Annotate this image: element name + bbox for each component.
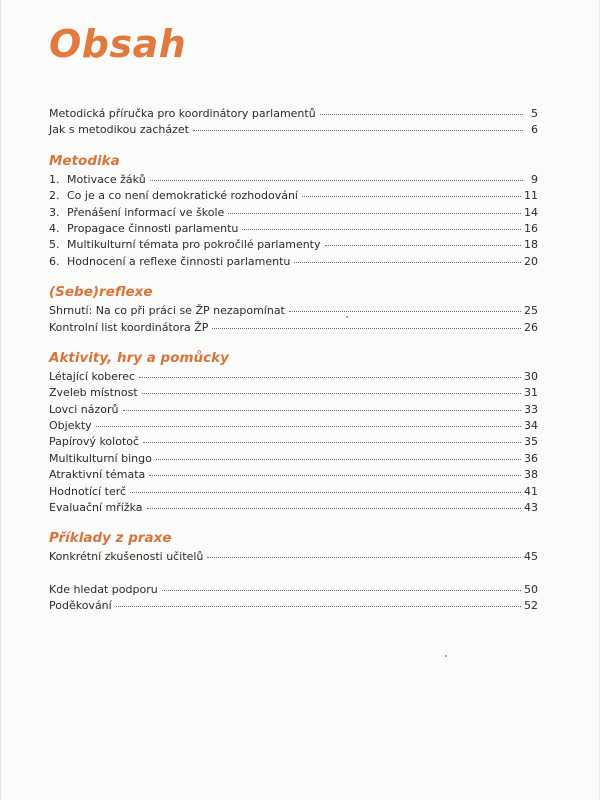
toc-entry-page: 26 — [524, 320, 538, 334]
toc-entry[interactable] — [49, 205, 538, 221]
toc-dot-leader — [130, 492, 521, 493]
toc-entry-page: 52 — [524, 599, 538, 613]
toc-entry-label: Zveleb místnost — [49, 386, 138, 400]
toc-entry[interactable] — [49, 467, 538, 483]
toc-dot-leader — [212, 328, 521, 329]
toc-entry-page: 33 — [524, 402, 538, 416]
toc-entry-page: 30 — [524, 369, 538, 383]
toc-entry-label: Kde hledat podporu — [49, 582, 158, 596]
toc-section-priklady — [49, 528, 538, 565]
toc-dot-leader — [294, 262, 521, 263]
toc-dot-leader — [289, 311, 521, 312]
toc-entry-label: Přenášení informací ve škole — [67, 205, 225, 219]
toc-dot-leader — [207, 557, 521, 558]
toc-entry-page: 41 — [524, 484, 538, 498]
toc-dot-leader — [325, 245, 522, 246]
toc-entry-number: 2. — [49, 189, 60, 203]
toc-entry-label: Propagace činnosti parlamentu — [67, 221, 239, 235]
toc-entry[interactable] — [49, 122, 538, 138]
toc-entry-label: Shrnutí: Na co při práci se ŽP nezapomínat — [49, 304, 285, 318]
toc-entry-page: 25 — [524, 304, 538, 318]
toc-entry[interactable] — [49, 254, 538, 270]
toc-entry[interactable] — [49, 237, 538, 253]
toc-intro-group — [49, 106, 538, 139]
toc-entry-page: 5 — [531, 107, 538, 120]
toc-entry-number: 4. — [49, 221, 60, 235]
toc-entry-label: Jak s metodikou zacházet — [49, 123, 189, 137]
toc-entry-page: 20 — [524, 254, 538, 268]
toc-entry[interactable] — [49, 500, 538, 516]
toc-outro-group — [49, 582, 538, 615]
toc-dot-leader — [302, 196, 521, 197]
toc-entry-page: 34 — [524, 419, 538, 433]
toc-section-metodika — [49, 151, 538, 270]
toc-dot-leader — [139, 377, 521, 378]
toc-entry-page: 9 — [531, 172, 538, 186]
toc-entry-label: Konkrétní zkušenosti učitelů — [49, 550, 204, 564]
toc-entry-page: 31 — [524, 386, 538, 400]
toc-entry[interactable] — [49, 418, 538, 434]
toc-entry[interactable] — [49, 582, 538, 598]
page-title: Obsah — [49, 22, 187, 66]
toc-entry-number: 1. — [49, 172, 60, 186]
toc-entry-page: 16 — [524, 221, 538, 235]
section-heading-metodika: Metodika — [49, 152, 120, 169]
toc-entry[interactable] — [49, 221, 538, 237]
toc-entry-label: Lovci názorů — [49, 402, 119, 416]
toc-dot-leader — [320, 114, 523, 115]
toc-entry-number: 5. — [49, 238, 60, 252]
toc-entry-page: 11 — [524, 189, 538, 203]
toc-entry[interactable] — [49, 172, 538, 188]
toc-dot-leader — [156, 459, 521, 460]
toc-entry-page: 35 — [524, 435, 538, 449]
toc-entry-label: Co je a co není demokratické rozhodování — [67, 189, 298, 203]
toc-dot-leader — [142, 393, 521, 394]
toc-dot-leader — [242, 229, 521, 230]
toc-dot-leader — [150, 180, 523, 181]
toc-entry-label: Kontrolní list koordinátora ŽP — [49, 320, 209, 334]
toc-entry-page: 45 — [524, 550, 538, 564]
toc-entry-label: Multikulturní bingo — [49, 451, 152, 465]
toc-entry-label: Objekty — [49, 419, 92, 433]
toc-dot-leader — [123, 410, 522, 411]
toc-dot-leader — [162, 590, 521, 591]
toc-dot-leader — [116, 606, 521, 607]
toc-section-sebereflexe — [49, 282, 538, 336]
toc-entry-label: Evaluační mřížka — [49, 501, 143, 515]
toc-dot-leader — [143, 442, 521, 443]
toc-entry-page: 6 — [531, 123, 538, 137]
toc-entry[interactable] — [49, 385, 538, 401]
toc-entry-label: Létající koberec — [49, 369, 136, 383]
scan-speck — [445, 655, 447, 657]
toc-entry-page: 38 — [524, 468, 538, 482]
toc-entry-label: Motivace žáků — [67, 172, 146, 186]
toc-entry-number: 3. — [49, 205, 60, 219]
toc-entry-page: 50 — [524, 582, 538, 596]
toc-entry-label: Atraktivní témata — [49, 468, 146, 482]
toc-entry[interactable] — [49, 106, 538, 122]
toc-entry-label: Multikulturní témata pro pokročilé parlamenty — [67, 238, 321, 252]
toc-section-aktivity — [49, 348, 538, 517]
section-heading-sebereflexe: (Sebe)reflexe — [49, 284, 153, 301]
toc-dot-leader — [149, 475, 521, 476]
toc-entry-label: Hodnocení a reflexe činnosti parlamentu — [67, 254, 291, 268]
toc-entry-label: Papírový kolotoč — [49, 435, 140, 449]
toc-entry[interactable] — [49, 369, 538, 385]
toc-entry-label: Metodická příručka pro koordinátory parlamentů — [49, 107, 316, 120]
toc-entry[interactable] — [49, 434, 538, 450]
toc-entry-page: 18 — [524, 238, 538, 252]
toc-entry-page: 43 — [524, 501, 538, 515]
toc-entry[interactable] — [49, 484, 538, 500]
table-of-contents — [49, 106, 538, 615]
toc-entry[interactable] — [49, 451, 538, 467]
toc-entry[interactable] — [49, 303, 538, 319]
toc-entry[interactable] — [49, 549, 538, 565]
toc-entry[interactable] — [49, 188, 538, 204]
toc-entry-label: Poděkování — [49, 599, 112, 613]
toc-dot-leader — [228, 213, 521, 214]
toc-entry-label: Hodnotící terč — [49, 484, 127, 498]
toc-dot-leader — [147, 508, 521, 509]
toc-dot-leader — [96, 426, 521, 427]
section-heading-priklady: Příklady z praxe — [49, 530, 172, 547]
scan-speck — [346, 316, 348, 318]
toc-entry-number: 6. — [49, 254, 60, 268]
toc-entry-page: 14 — [524, 205, 538, 219]
toc-entry[interactable] — [49, 320, 538, 336]
section-heading-aktivity: Aktivity, hry a pomůcky — [49, 349, 229, 366]
toc-entry[interactable] — [49, 598, 538, 614]
toc-entry-page: 36 — [524, 451, 538, 465]
toc-dot-leader — [193, 130, 523, 131]
toc-entry[interactable] — [49, 402, 538, 418]
